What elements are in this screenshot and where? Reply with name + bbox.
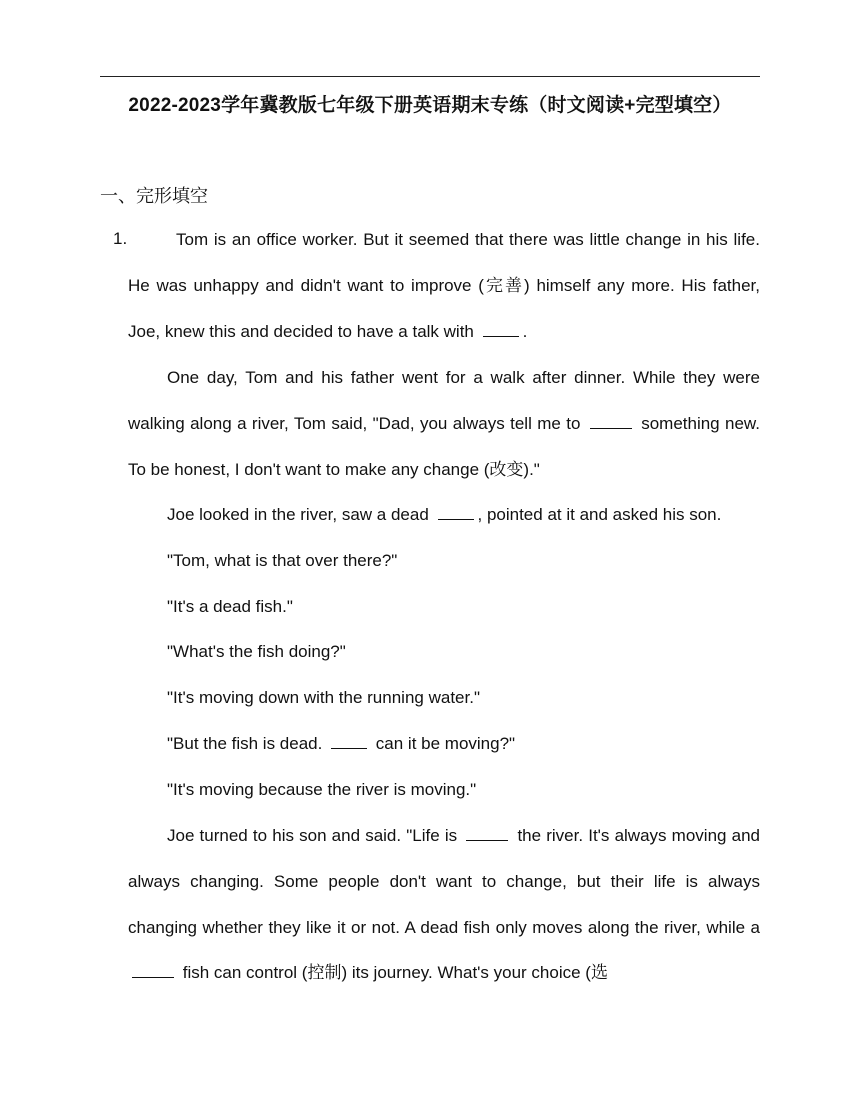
answer-blank-5 (466, 826, 508, 841)
dialogue-line-2: "It's a dead fish." (167, 597, 293, 616)
paragraph-10 (128, 813, 760, 996)
paragraph-1 (128, 217, 760, 354)
paragraph-2 (128, 355, 760, 492)
answer-blank-3 (438, 505, 474, 520)
section-heading: 一、完形填空 (100, 186, 208, 206)
document-title: 2022-2023学年冀教版七年级下册英语期末专练（时文阅读+完型填空） (128, 95, 732, 116)
line-3-text: Joe looked in the river, saw a dead (167, 505, 434, 524)
dialogue-line-5-end: can it be moving?" (371, 734, 516, 753)
paragraph-1-end: . (522, 321, 528, 341)
paragraph-10-end: fish can control (控制) its journey. What's your choice (选 (178, 963, 608, 983)
dialogue-line-1: "Tom, what is that over there?" (167, 551, 398, 570)
dialogue-line-5 (167, 734, 515, 754)
dialogue-line-4: "It's moving down with the running water." (167, 688, 480, 707)
paragraph-10-text: Joe turned to his son and said. "Life is (167, 826, 463, 845)
answer-blank-6 (132, 963, 174, 978)
line-3-end: , pointed at it and asked his son. (477, 505, 722, 524)
paragraph-2-end: something new. To be honest, I don't want to make any change (改变)." (128, 413, 760, 479)
dialogue-line-3: "What's the fish doing?" (167, 642, 346, 661)
paragraph-1-text: Tom is an office worker. But it seemed that there was little change in his life. He was unhappy and didn't want to improve (完善) himself any more. His father, Joe, knew this and decided to have a talk with (128, 230, 760, 341)
answer-blank-2 (590, 414, 632, 429)
answer-blank-1 (483, 322, 519, 337)
question-number: 1. (113, 229, 128, 248)
top-rule (100, 76, 760, 77)
paragraph-2-text: One day, Tom and his father went for a walk after dinner. While they were walking along a river, Tom said, "Dad, you always tell me to (128, 368, 760, 433)
dialogue-line-5-text: "But the fish is dead. (167, 734, 328, 753)
answer-blank-4 (331, 734, 367, 749)
paragraph-10-middle: the river. It's always moving and always changing. Some people don't want to change, but their life is always changing whether they like it or not. A dead fish only moves along the river, while a (128, 826, 760, 937)
line-3 (167, 505, 721, 525)
dialogue-line-6: "It's moving because the river is moving." (167, 780, 477, 799)
